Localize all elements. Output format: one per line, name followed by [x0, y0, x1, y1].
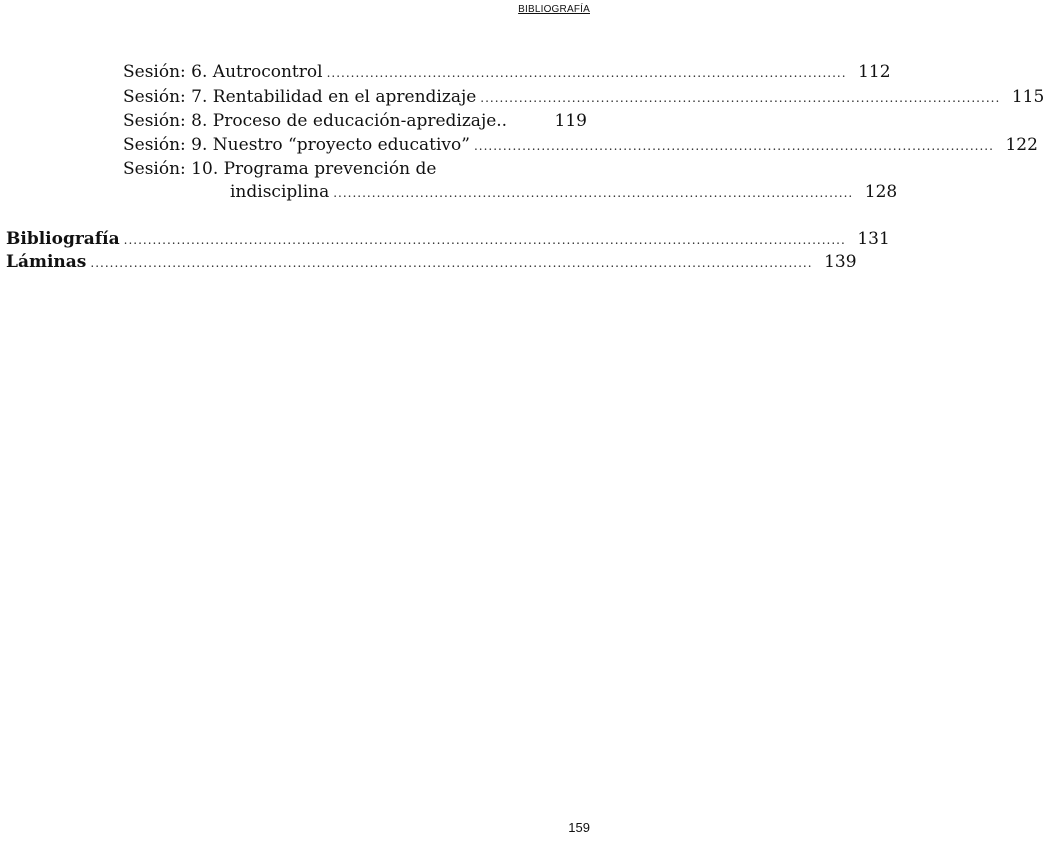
toc-section	[6, 228, 890, 251]
leader-dots: ............................................................................................................	[480, 91, 1001, 105]
toc-section	[6, 251, 857, 274]
toc-entry-title: Sesión: 9. Nuestro “proyecto educativo”	[123, 135, 470, 155]
toc-entry-page: 119	[554, 111, 587, 131]
toc-entry	[123, 86, 1044, 109]
toc-entry-page: 112	[858, 62, 891, 82]
toc-entry-title: Sesión: 10. Programa prevención de	[123, 159, 437, 179]
toc-entry-continuation	[230, 181, 898, 204]
toc-entry	[123, 134, 1038, 157]
leader-dots: ......................................................................................................................................................	[123, 233, 846, 247]
toc-entry-title: Sesión: 8. Proceso de educación-apredizaje..	[123, 111, 508, 131]
toc-entry-title: Sesión: 7. Rentabilidad en el aprendizaje	[123, 87, 477, 107]
leader-dots: ......................................................................................................................................................	[90, 256, 813, 270]
toc-entry-page: 115	[1011, 87, 1044, 107]
leader-dots: ............................................................................................................	[326, 66, 847, 80]
toc-entry-page: 128	[864, 182, 898, 202]
leader-dots: ............................................................................................................	[473, 139, 994, 153]
toc-entry-title-cont: indisciplina	[230, 182, 330, 202]
toc-section-title: Láminas	[6, 252, 87, 272]
toc-entry-title: Sesión: 6. Autrocontrol	[123, 62, 323, 82]
toc-section-title: Bibliografía	[6, 229, 120, 249]
toc-entry	[123, 158, 587, 180]
running-header: BIBLIOGRAFÍA	[518, 4, 590, 15]
toc-section-page: 131	[857, 229, 890, 249]
toc-section-page: 139	[824, 252, 857, 272]
toc-entry	[123, 110, 587, 132]
leader-dots: ............................................................................................................	[333, 186, 854, 200]
toc-entry	[123, 61, 891, 84]
toc-entry-page: 122	[1005, 135, 1038, 155]
page-number: 159	[568, 820, 590, 835]
